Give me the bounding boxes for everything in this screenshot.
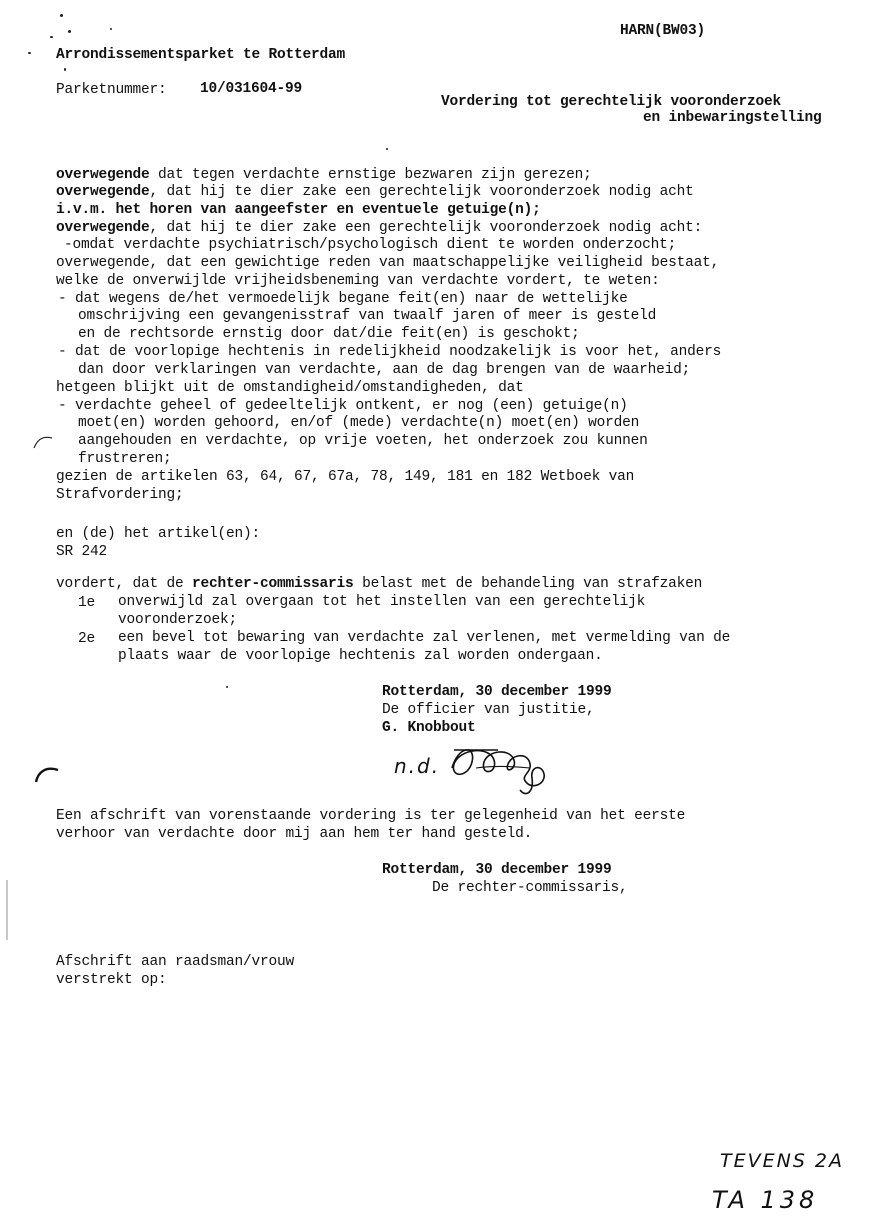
signature-name: G. Knobbout [382, 720, 476, 736]
body-text: , dat hij te dier zake een gerechtelijk vooronderzoek nodig acht [149, 184, 694, 200]
footer-line1: Afschrift aan raadsman/vrouw [56, 954, 295, 970]
body-line: frustreren; [78, 451, 172, 467]
signature [380, 738, 560, 800]
footer-line2: verstrekt op: [56, 972, 167, 988]
body-line: SR 242 [56, 544, 108, 560]
body-line: en de rechtsorde ernstig door dat/die feit(en) is geschokt; [78, 326, 580, 342]
body-line: -omdat verdachte psychiatrisch/psychologisch dient te worden onderzocht; [64, 237, 677, 253]
body-line: gezien de artikelen 63, 64, 67, 67a, 78, 149, 181 en 182 Wetboek van [56, 469, 635, 485]
list-item-text: een bevel tot bewaring van verdachte zal verlenen, met vermelding van de [118, 630, 731, 646]
handwritten-note-1: TEVENS 2A [720, 1150, 845, 1172]
list-item-text: onverwijld zal overgaan tot het instellen van een gerechtelijk [118, 594, 646, 610]
keyword: rechter-commissaris [192, 576, 354, 592]
scan-speck [64, 68, 66, 71]
list-number: 2e [78, 631, 96, 647]
office-name: Arrondissementsparket te Rotterdam [56, 47, 346, 63]
body-line: welke de onverwijlde vrijheidsbeneming van verdachte vordert, te weten: [56, 273, 660, 289]
body-text: , dat hij te dier zake een gerechtelijk vooronderzoek nodig acht: [149, 220, 703, 236]
body-line: aangehouden en verdachte, op vrije voeten, het onderzoek zou kunnen [78, 433, 648, 449]
case-number: 10/031604-99 [200, 81, 303, 97]
copy-notice-line2: verhoor van verdachte door mij aan hem ter hand gesteld. [56, 826, 533, 842]
body-line: Strafvordering; [56, 487, 184, 503]
handwritten-note-2: TA 138 [712, 1186, 819, 1214]
list-item-text: plaats waar de voorlopige hechtenis zal worden ondergaan. [118, 648, 603, 664]
body-line: hetgeen blijkt uit de omstandigheid/omstandigheden, dat [56, 380, 524, 396]
body-line: dan door verklaringen van verdachte, aan de dag brengen van de waarheid; [78, 362, 691, 378]
body-line: - dat de voorlopige hechtenis in redelijkheid noodzakelijk is voor het, anders [58, 344, 722, 360]
body-line: omschrijving een gevangenisstraf van twaalf jaren of meer is gesteld [78, 308, 657, 324]
copy-notice-place-date: Rotterdam, 30 december 1999 [382, 862, 612, 878]
signature-place-date: Rotterdam, 30 december 1999 [382, 684, 612, 700]
scan-speck [226, 686, 228, 688]
document-title-line2: en inbewaringstelling [643, 110, 822, 126]
keyword: overwegende [56, 220, 150, 236]
scan-speck [68, 30, 71, 33]
body-text: belast met de behandeling van strafzaken [353, 576, 703, 592]
scan-mark-icon [32, 762, 62, 784]
document-title-line1: Vordering tot gerechtelijk vooronderzoek [441, 94, 782, 110]
signature-role: De officier van justitie, [382, 702, 595, 718]
scan-edge [6, 880, 8, 940]
document-code: HARN(BW03) [620, 23, 706, 39]
body-line [56, 219, 702, 237]
scan-speck [386, 148, 388, 150]
body-line: i.v.m. het horen van aangeefster en eventuele getuige(n); [56, 202, 541, 218]
body-line: moet(en) worden gehoord, en/of (mede) verdachte(n) moet(en) worden [78, 415, 640, 431]
copy-notice-line1: Een afschrift van vorenstaande vordering is ter gelegenheid van het eerste [56, 808, 686, 824]
body-line [56, 575, 702, 593]
body-line [56, 183, 694, 201]
list-item-text: vooronderzoek; [118, 612, 238, 628]
keyword: overwegende [56, 167, 150, 183]
scan-speck [110, 28, 112, 30]
scan-mark-icon [32, 432, 56, 452]
body-line: en (de) het artikel(en): [56, 526, 261, 542]
body-line: overwegende, dat een gewichtige reden van maatschappelijke veiligheid bestaat, [56, 255, 720, 271]
signature-scribble-icon [380, 738, 560, 800]
body-line: - verdachte geheel of gedeeltelijk ontkent, er nog (een) getuige(n) [58, 398, 628, 414]
body-line [56, 166, 592, 184]
body-text: vordert, dat de [56, 576, 193, 592]
scan-speck [60, 14, 63, 17]
case-number-label: Parketnummer: [56, 82, 167, 98]
signature-nd: n.d. [394, 754, 441, 778]
copy-notice-role: De rechter-commissaris, [432, 880, 628, 896]
list-number: 1e [78, 595, 96, 611]
body-text: dat tegen verdachte ernstige bezwaren zijn gerezen; [149, 167, 592, 183]
keyword: overwegende [56, 184, 150, 200]
scan-speck [28, 52, 31, 54]
scan-speck [50, 36, 53, 38]
body-line: - dat wegens de/het vermoedelijk begane feit(en) naar de wettelijke [58, 291, 628, 307]
